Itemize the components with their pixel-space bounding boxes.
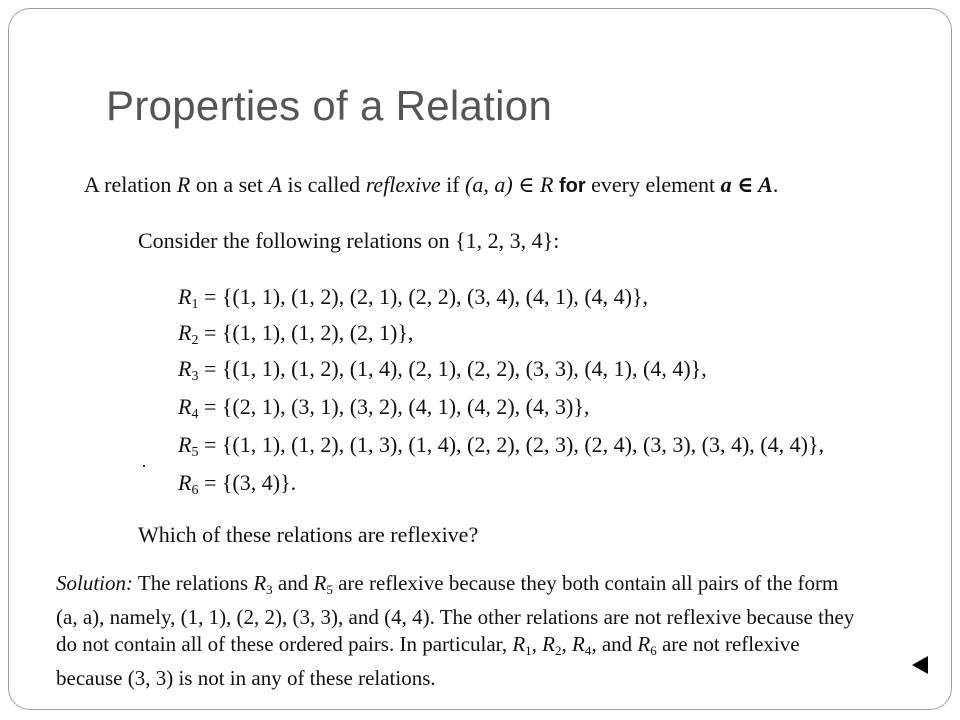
relation-r6 — [178, 470, 296, 499]
def-elem: a ∈ A — [720, 172, 773, 197]
relation-value: = {(1, 1), (1, 2), (1, 4), (2, 1), (2, 2), (3, 3), (4, 1), (4, 4)}, — [198, 356, 707, 381]
solution-sub: 5 — [326, 582, 333, 597]
triangle-left-icon — [910, 655, 930, 675]
relation-sub: 4 — [191, 407, 199, 422]
solution-text: , and — [591, 632, 638, 656]
solution-rel: R — [572, 632, 585, 656]
relation-name: R — [178, 432, 192, 457]
solution-line-3 — [56, 631, 934, 665]
stray-dot — [143, 465, 145, 467]
def-text-2: on a set — [190, 172, 269, 197]
solution-text: The relations — [133, 571, 254, 595]
def-A: A — [268, 172, 282, 197]
relation-value: = {(2, 1), (3, 1), (3, 2), (4, 1), (4, 2), (4, 3)}, — [198, 394, 590, 419]
relation-sub: 6 — [191, 483, 199, 498]
solution-text: are not reflexive — [656, 632, 800, 656]
solution-sub: 4 — [584, 643, 592, 658]
solution-text: do not contain all of these ordered pairs. In particular, — [56, 632, 513, 656]
solution-sub: 2 — [555, 643, 562, 658]
relation-value: = {(1, 1), (1, 2), (2, 1), (2, 2), (3, 4), (4, 1), (4, 4)}, — [198, 284, 649, 309]
consider-text: Consider the following relations on {1, 2, 3, 4}: — [138, 228, 560, 253]
solution-label: Solution: — [56, 571, 133, 595]
solution-sub: 1 — [525, 643, 532, 658]
solution-rel: R — [313, 571, 327, 595]
relation-value: = {(1, 1), (1, 2), (2, 1)}, — [198, 320, 414, 345]
relation-sub: 1 — [191, 297, 199, 312]
solution-line-1 — [56, 570, 934, 604]
relation-name: R — [178, 394, 192, 419]
def-text-5: for — [553, 175, 586, 197]
relation-name: R — [178, 470, 192, 495]
solution-line-4: because (3, 3) is not in any of these relations. — [56, 665, 436, 690]
solution-sub: 3 — [266, 582, 273, 597]
question-text: Which of these relations are reflexive? — [138, 522, 479, 547]
solution-paragraph — [56, 570, 934, 692]
previous-slide-button[interactable] — [908, 653, 932, 677]
reflexive-definition — [84, 172, 778, 198]
relation-sub: 2 — [191, 333, 199, 348]
solution-rel: R — [637, 632, 651, 656]
def-text-6: every element — [585, 172, 721, 197]
relation-name: R — [178, 284, 192, 309]
relation-r2 — [178, 320, 413, 349]
def-R: R — [176, 172, 191, 197]
relation-r5 — [178, 432, 824, 461]
def-end: . — [772, 172, 779, 197]
solution-line-2: (a, a), namely, (1, 1), (2, 2), (3, 3), and (4, 4). The other relations are not reflexive because they — [56, 604, 855, 629]
solution-text: are reflexive because they both contain all pairs of the form — [332, 571, 839, 595]
relation-r3 — [178, 356, 707, 385]
relation-sub: 3 — [191, 369, 199, 384]
solution-rel: R — [253, 571, 267, 595]
def-text-4: if — [440, 172, 466, 197]
relation-value: = {(3, 4)}. — [198, 470, 297, 495]
def-text-1: A relation — [84, 172, 177, 197]
solution-text: and — [272, 571, 314, 595]
def-term: reflexive — [365, 172, 441, 197]
solution-text: , — [531, 632, 543, 656]
def-text-3: is called — [281, 172, 366, 197]
solution-rel: R — [542, 632, 555, 656]
relation-name: R — [178, 320, 192, 345]
solution-sub: 6 — [650, 643, 657, 658]
relation-value: = {(1, 1), (1, 2), (1, 3), (1, 4), (2, 2), (2, 3), (2, 4), (3, 3), (3, 4), (4, 4)}, — [198, 432, 825, 457]
def-pair: (a, a) ∈ R — [465, 172, 554, 197]
relation-name: R — [178, 356, 192, 381]
slide-title: Properties of a Relation — [106, 82, 553, 129]
relation-r4 — [178, 394, 589, 423]
relation-sub: 5 — [191, 445, 199, 460]
relation-r1 — [178, 284, 648, 313]
solution-text: , — [561, 632, 572, 656]
solution-rel: R — [512, 632, 526, 656]
